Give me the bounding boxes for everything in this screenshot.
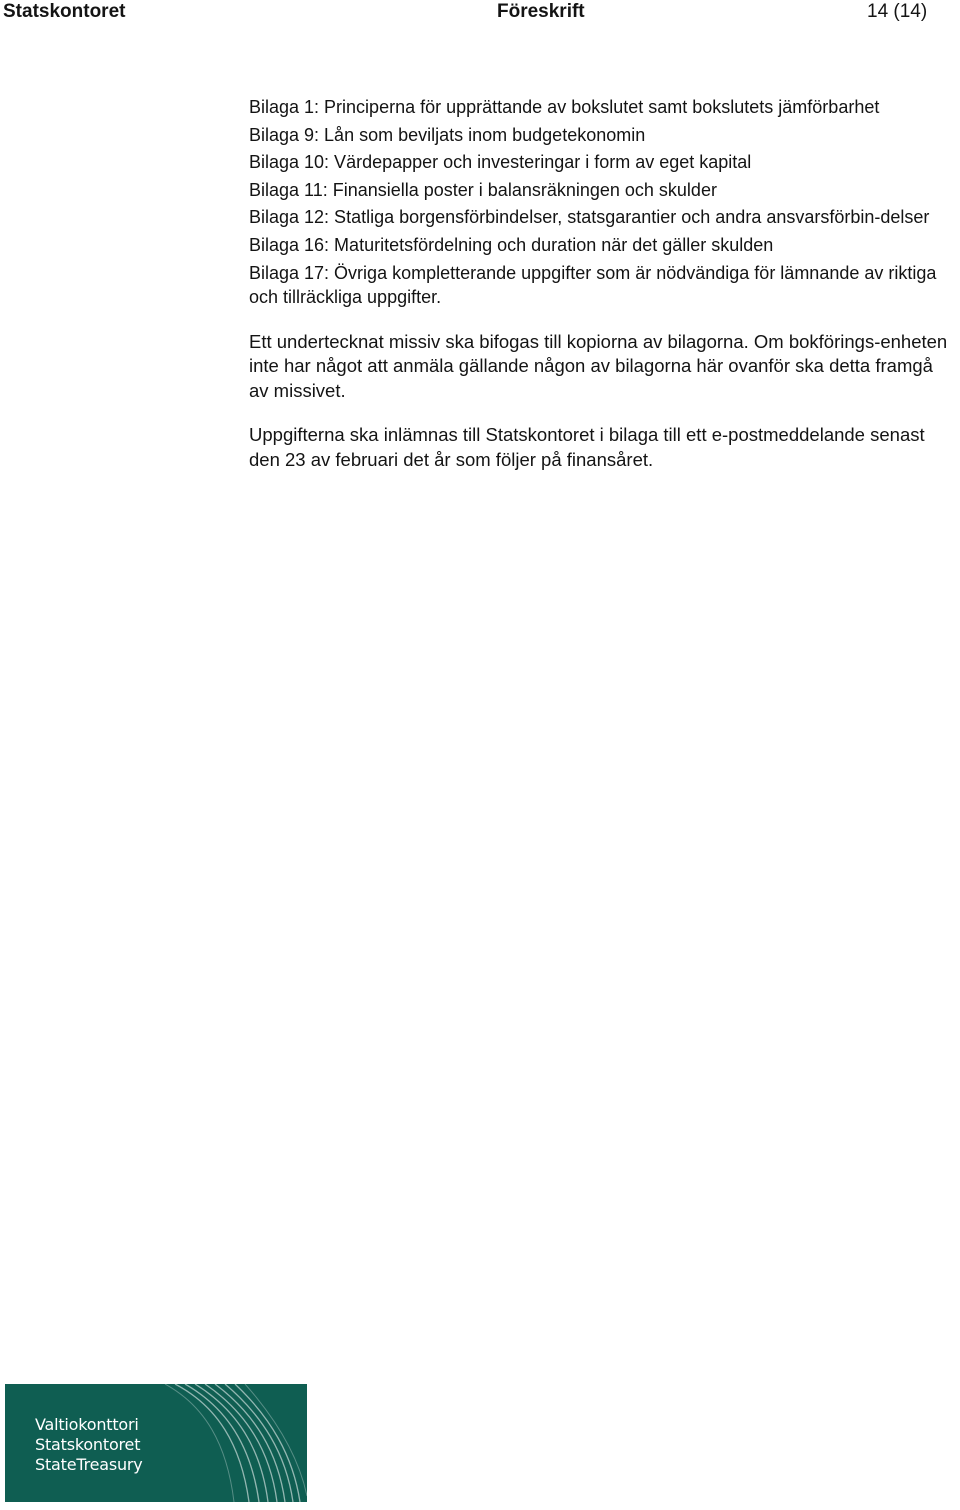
logo-line-finnish: Valtiokonttori — [35, 1415, 139, 1434]
header-organization: Statskontoret — [3, 1, 126, 22]
logo-line-swedish: Statskontoret — [35, 1435, 141, 1454]
header-page-number: 14 (14) — [867, 1, 928, 22]
logo-wordmark — [35, 1415, 143, 1475]
missive-paragraph: Ett undertecknat missiv ska bifogas till kopiorna av bilagorna. Om bokförings-enheten inte har något att anmäla gällande någon av bilagorna här ovanför ska detta framgå av missivet. — [249, 330, 948, 401]
state-treasury-logo — [5, 1384, 307, 1502]
header-document-type: Föreskrift — [497, 1, 585, 22]
annex-list — [249, 95, 955, 309]
annex-item-11: Bilaga 11: Finansiella poster i balansräkningen och skulder — [249, 179, 717, 200]
annex-item-1: Bilaga 1: Principerna för upprättande av bokslutet samt bokslutets jämförbarhet — [249, 97, 880, 117]
document-body — [249, 95, 955, 472]
page-header — [0, 0, 960, 26]
annex-item-10: Bilaga 10: Värdepapper och investeringar i form av eget kapital — [249, 152, 752, 173]
submission-paragraph: Uppgifterna ska inlämnas till Statskontoret i bilaga till ett e-postmeddelande senast den 23 av februari det år som följer på finansåret. — [249, 424, 925, 470]
annex-item-17: Bilaga 17: Övriga kompletterande uppgifter som är nödvändiga för lämnande av riktiga och tillräckliga uppgifter. — [249, 262, 937, 307]
annex-item-16: Bilaga 16: Maturitetsfördelning och duration när det gäller skulden — [249, 234, 774, 255]
logo-line-english: StateTreasury — [35, 1455, 143, 1474]
annex-item-12: Bilaga 12: Statliga borgensförbindelser, statsgarantier och andra ansvarsförbin-delser — [249, 207, 930, 228]
annex-item-9: Bilaga 9: Lån som beviljats inom budgetekonomin — [249, 124, 646, 145]
